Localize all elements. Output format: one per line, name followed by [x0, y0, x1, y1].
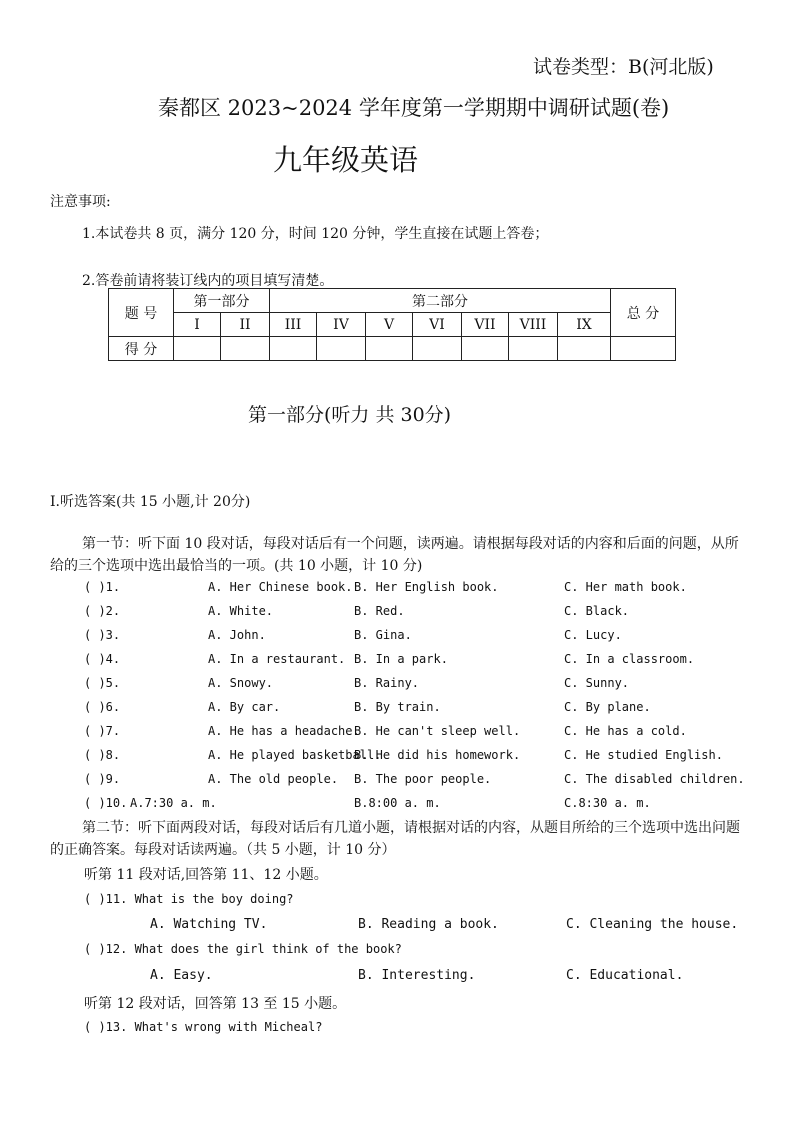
score-col-3: III — [270, 313, 317, 337]
part1-title: 第一部分(听力 共 30分) — [248, 404, 452, 426]
score-cell[interactable] — [509, 337, 558, 361]
q12-option-b[interactable]: B. Interesting. — [358, 968, 476, 983]
option-a[interactable]: A. Her Chinese book. — [208, 580, 353, 594]
question-row — [84, 604, 274, 618]
option-a[interactable]: A. Snowy. — [208, 676, 274, 690]
section1-intro: 第一节：听下面 10 段对话，每段对话后有一个问题，读两遍。请根据每段对话的内容和后面的问题，从所给的三个选项中选出最恰当的一项。(共 10 小题，计 10 分) — [50, 536, 739, 574]
notice-item-1: 1.本试卷共 8 页，满分 120 分，时间 120 分钟，学生直接在试题上答卷； — [82, 226, 549, 242]
question-number[interactable]: ( )7. — [84, 724, 121, 738]
score-col-5: V — [366, 313, 413, 337]
q11-option-a[interactable]: A. Watching TV. — [150, 917, 268, 932]
question-number[interactable]: ( )8. — [84, 748, 121, 762]
score-label-number: 题 号 — [109, 289, 174, 337]
question-number[interactable]: ( )2. — [84, 604, 121, 618]
option-b[interactable]: B. He can't sleep well. — [354, 724, 521, 738]
score-part2-header: 第二部分 — [270, 289, 611, 313]
question-12[interactable]: ( )12. What does the girl think of the book? — [84, 942, 402, 956]
option-a[interactable]: A.7:30 a. m. — [130, 796, 217, 810]
section1-title: I.听选答案(共 15 小题,计 20分) — [50, 494, 251, 510]
option-c[interactable]: C. In a classroom. — [564, 652, 695, 666]
option-c[interactable]: C. Lucy. — [564, 628, 622, 642]
score-table — [108, 288, 676, 361]
question-row — [84, 748, 382, 762]
section2-intro: 第二节：听下面两段对话，每段对话后有几道小题，请根据对话的内容，从题目所给的三个选项中选出问题的正确答案。每段对话读两遍。（共 5 小题，计 10 分） — [50, 820, 740, 858]
question-13[interactable]: ( )13. What's wrong with Micheal? — [84, 1020, 323, 1034]
dialog-12-instruction: 听第 12 段对话，回答第 13 至 15 小题。 — [84, 996, 347, 1012]
question-row — [84, 700, 281, 714]
question-row — [84, 676, 274, 690]
option-c[interactable]: C. By plane. — [564, 700, 651, 714]
option-a[interactable]: A. He played basketball. — [208, 748, 382, 762]
option-b[interactable]: B. Rainy. — [354, 676, 420, 690]
score-col-9: IX — [558, 313, 611, 337]
score-cell[interactable] — [317, 337, 366, 361]
score-part1-header: 第一部分 — [174, 289, 270, 313]
option-c[interactable]: C. He studied English. — [564, 748, 723, 762]
option-a[interactable]: A. John. — [208, 628, 266, 642]
score-cell[interactable] — [558, 337, 611, 361]
score-cell[interactable] — [270, 337, 317, 361]
score-cell[interactable] — [221, 337, 270, 361]
q11-option-b[interactable]: B. Reading a book. — [358, 917, 499, 932]
question-row — [84, 580, 353, 594]
score-cell-total[interactable] — [611, 337, 676, 361]
paper-type: 试卷类型：B(河北版) — [533, 56, 714, 78]
score-col-8: VIII — [509, 313, 558, 337]
option-a[interactable]: A. By car. — [208, 700, 281, 714]
option-c[interactable]: C. Sunny. — [564, 676, 630, 690]
option-b[interactable]: B. Gina. — [354, 628, 412, 642]
question-number[interactable]: ( )3. — [84, 628, 121, 642]
question-row — [84, 772, 339, 786]
score-col-4: IV — [317, 313, 366, 337]
option-b[interactable]: B. The poor people. — [354, 772, 492, 786]
option-b[interactable]: B. He did his homework. — [354, 748, 521, 762]
question-number[interactable]: ( )4. — [84, 652, 121, 666]
subject-title: 九年级英语 — [273, 143, 419, 177]
option-c[interactable]: C. Black. — [564, 604, 630, 618]
score-col-2: II — [221, 313, 270, 337]
option-c[interactable]: C. He has a cold. — [564, 724, 687, 738]
score-label-score: 得 分 — [109, 337, 174, 361]
q12-option-a[interactable]: A. Easy. — [150, 968, 213, 983]
q12-option-c[interactable]: C. Educational. — [566, 968, 684, 983]
question-row — [84, 652, 346, 666]
score-col-1: I — [174, 313, 221, 337]
option-a[interactable]: A. In a restaurant. — [208, 652, 346, 666]
option-b[interactable]: B. Her English book. — [354, 580, 499, 594]
option-b[interactable]: B.8:00 a. m. — [354, 796, 441, 810]
notice-heading: 注意事项: — [50, 194, 111, 210]
option-c[interactable]: C. The disabled children. — [564, 772, 745, 786]
option-a[interactable]: A. He has a headache. — [208, 724, 360, 738]
option-c[interactable]: C.8:30 a. m. — [564, 796, 651, 810]
question-number[interactable]: ( )6. — [84, 700, 121, 714]
question-row — [84, 628, 266, 642]
option-b[interactable]: B. By train. — [354, 700, 441, 714]
question-number[interactable]: ( )9. — [84, 772, 121, 786]
question-row — [84, 724, 360, 738]
score-col-7: VII — [462, 313, 509, 337]
question-number[interactable]: ( )10. — [84, 796, 128, 810]
notice-item-2: 2.答卷前请将装订线内的项目填写清楚。 — [82, 273, 334, 289]
option-b[interactable]: B. In a park. — [354, 652, 448, 666]
option-a[interactable]: A. White. — [208, 604, 274, 618]
exam-title: 秦都区 2023~2024 学年度第一学期期中调研试题(卷) — [158, 96, 670, 120]
question-number[interactable]: ( )5. — [84, 676, 121, 690]
score-cell[interactable] — [366, 337, 413, 361]
question-11[interactable]: ( )11. What is the boy doing? — [84, 892, 294, 906]
dialog-11-instruction: 听第 11 段对话,回答第 11、12 小题。 — [84, 867, 328, 883]
question-number[interactable]: ( )1. — [84, 580, 121, 594]
score-cell[interactable] — [413, 337, 462, 361]
option-a[interactable]: A. The old people. — [208, 772, 339, 786]
q11-option-c[interactable]: C. Cleaning the house. — [566, 917, 739, 932]
score-label-total: 总 分 — [611, 289, 676, 337]
score-cell[interactable] — [462, 337, 509, 361]
score-cell[interactable] — [174, 337, 221, 361]
score-col-6: VI — [413, 313, 462, 337]
question-row — [84, 796, 217, 810]
option-c[interactable]: C. Her math book. — [564, 580, 687, 594]
option-b[interactable]: B. Red. — [354, 604, 405, 618]
